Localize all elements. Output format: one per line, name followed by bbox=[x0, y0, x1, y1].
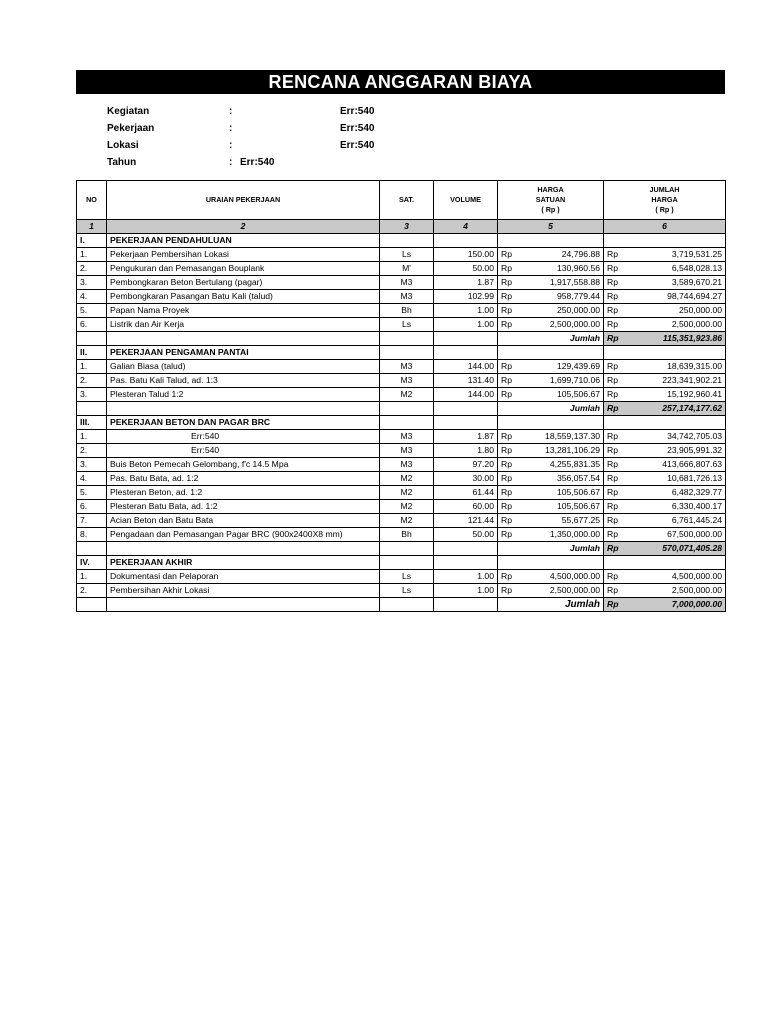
empty-cell bbox=[107, 332, 380, 346]
item-description: Galian Biasa (talud) bbox=[107, 360, 380, 374]
item-volume: 30.00 bbox=[434, 472, 498, 486]
empty-cell bbox=[77, 598, 107, 612]
section-title: PEKERJAAN BETON DAN PAGAR BRC bbox=[107, 416, 380, 430]
header-sat: SAT. bbox=[380, 181, 434, 220]
budget-table bbox=[76, 180, 726, 612]
table-body bbox=[77, 234, 726, 612]
table-row bbox=[77, 276, 726, 290]
empty-cell bbox=[498, 416, 604, 430]
item-unit: Ls bbox=[380, 570, 434, 584]
section-header-row bbox=[77, 234, 726, 248]
header-jumlah-line: HARGA bbox=[651, 195, 678, 204]
table-row bbox=[77, 262, 726, 276]
item-description: Pengadaan dan Pemasangan Pagar BRC (900x2400X8 mm) bbox=[107, 528, 380, 542]
table-row bbox=[77, 304, 726, 318]
item-unit: M3 bbox=[380, 360, 434, 374]
empty-cell bbox=[498, 346, 604, 360]
col-number: 6 bbox=[604, 220, 726, 234]
section-total-value: 257,174,177.62 bbox=[626, 402, 726, 416]
section-header-row bbox=[77, 346, 726, 360]
item-description: Err:540 bbox=[107, 444, 380, 458]
meta-value: Err:540 bbox=[340, 106, 375, 117]
empty-cell bbox=[604, 234, 726, 248]
currency-label: Rp bbox=[604, 458, 626, 472]
item-total-price: 3,589,670.21 bbox=[626, 276, 726, 290]
item-total-price: 6,548,028.13 bbox=[626, 262, 726, 276]
item-volume: 1.00 bbox=[434, 584, 498, 598]
section-title: PEKERJAAN PENDAHULUAN bbox=[107, 234, 380, 248]
item-description: Plesteran Talud 1:2 bbox=[107, 388, 380, 402]
item-number: 5. bbox=[77, 486, 107, 500]
currency-label: Rp bbox=[604, 528, 626, 542]
currency-label: Rp bbox=[604, 430, 626, 444]
currency-label: Rp bbox=[498, 318, 520, 332]
empty-cell bbox=[434, 332, 498, 346]
currency-label: Rp bbox=[498, 248, 520, 262]
section-total-value: 7,000,000.00 bbox=[626, 598, 726, 612]
currency-label: Rp bbox=[604, 514, 626, 528]
empty-cell bbox=[498, 556, 604, 570]
item-total-price: 2,500,000.00 bbox=[626, 584, 726, 598]
header-jumlah-harga bbox=[604, 181, 726, 220]
col-number: 5 bbox=[498, 220, 604, 234]
section-title: PEKERJAAN AKHIR bbox=[107, 556, 380, 570]
item-volume: 97.20 bbox=[434, 458, 498, 472]
item-description: Papan Nama Proyek bbox=[107, 304, 380, 318]
table-row bbox=[77, 388, 726, 402]
section-number: I. bbox=[77, 234, 107, 248]
header-no: NO bbox=[77, 181, 107, 220]
meta-label: Pekerjaan bbox=[107, 123, 155, 134]
meta-colon: : bbox=[229, 157, 233, 168]
item-description: Pengukuran dan Pemasangan Bouplank bbox=[107, 262, 380, 276]
item-description: Buis Beton Pemecah Gelombang, f'c 14.5 Mpa bbox=[107, 458, 380, 472]
item-description: Pembongkaran Beton Bertulang (pagar) bbox=[107, 276, 380, 290]
currency-label: Rp bbox=[604, 290, 626, 304]
item-volume: 131.40 bbox=[434, 374, 498, 388]
item-description: Pas. Batu Kali Talud, ad. 1:3 bbox=[107, 374, 380, 388]
header-jumlah-line: ( Rp ) bbox=[655, 205, 674, 214]
item-number: 2. bbox=[77, 262, 107, 276]
header-volume: VOLUME bbox=[434, 181, 498, 220]
empty-cell bbox=[380, 402, 434, 416]
currency-label: Rp bbox=[498, 472, 520, 486]
section-number: IV. bbox=[77, 556, 107, 570]
item-unit: M2 bbox=[380, 486, 434, 500]
empty-cell bbox=[498, 234, 604, 248]
item-description: Err:540 bbox=[107, 430, 380, 444]
currency-label: Rp bbox=[498, 360, 520, 374]
item-total-price: 3,719,531.25 bbox=[626, 248, 726, 262]
item-volume: 61.44 bbox=[434, 486, 498, 500]
empty-cell bbox=[380, 542, 434, 556]
item-unit-price: 13,281,106.29 bbox=[520, 444, 604, 458]
item-unit-price: 55,677.25 bbox=[520, 514, 604, 528]
header-harga-line: HARGA bbox=[537, 185, 564, 194]
item-number: 1. bbox=[77, 360, 107, 374]
currency-label: Rp bbox=[604, 598, 626, 612]
table-header bbox=[77, 181, 726, 234]
item-unit: M2 bbox=[380, 388, 434, 402]
item-number: 2. bbox=[77, 444, 107, 458]
item-volume: 1.00 bbox=[434, 570, 498, 584]
item-volume: 1.87 bbox=[434, 430, 498, 444]
item-volume: 121.44 bbox=[434, 514, 498, 528]
empty-cell bbox=[604, 346, 726, 360]
item-unit: M3 bbox=[380, 458, 434, 472]
empty-cell bbox=[434, 542, 498, 556]
item-number: 6. bbox=[77, 318, 107, 332]
currency-label: Rp bbox=[498, 528, 520, 542]
currency-label: Rp bbox=[498, 500, 520, 514]
empty-cell bbox=[380, 346, 434, 360]
item-total-price: 413,666,807.63 bbox=[626, 458, 726, 472]
currency-label: Rp bbox=[498, 290, 520, 304]
empty-cell bbox=[380, 598, 434, 612]
table-row bbox=[77, 360, 726, 374]
item-unit: M3 bbox=[380, 276, 434, 290]
section-total-row bbox=[77, 542, 726, 556]
empty-cell bbox=[434, 346, 498, 360]
currency-label: Rp bbox=[604, 388, 626, 402]
item-unit-price: 2,500,000.00 bbox=[520, 584, 604, 598]
meta-value: Err:540 bbox=[240, 157, 275, 168]
empty-cell bbox=[107, 598, 380, 612]
col-number: 3 bbox=[380, 220, 434, 234]
item-number: 4. bbox=[77, 290, 107, 304]
currency-label: Rp bbox=[604, 318, 626, 332]
item-volume: 144.00 bbox=[434, 360, 498, 374]
item-number: 1. bbox=[77, 248, 107, 262]
item-unit: Bh bbox=[380, 528, 434, 542]
item-unit: M2 bbox=[380, 472, 434, 486]
empty-cell bbox=[380, 332, 434, 346]
meta-label: Lokasi bbox=[107, 140, 139, 151]
meta-label: Kegiatan bbox=[107, 106, 150, 117]
item-unit-price: 105,506.67 bbox=[520, 388, 604, 402]
item-volume: 1.00 bbox=[434, 318, 498, 332]
item-total-price: 4,500,000.00 bbox=[626, 570, 726, 584]
currency-label: Rp bbox=[604, 542, 626, 556]
section-total-row bbox=[77, 332, 726, 346]
item-unit-price: 130,960.56 bbox=[520, 262, 604, 276]
item-number: 4. bbox=[77, 472, 107, 486]
item-unit: M2 bbox=[380, 514, 434, 528]
item-volume: 102.99 bbox=[434, 290, 498, 304]
table-row bbox=[77, 486, 726, 500]
header-harga-satuan bbox=[498, 181, 604, 220]
item-total-price: 6,761,445.24 bbox=[626, 514, 726, 528]
item-number: 6. bbox=[77, 500, 107, 514]
empty-cell bbox=[434, 402, 498, 416]
item-total-price: 6,330,400.17 bbox=[626, 500, 726, 514]
item-total-price: 18,639,315.00 bbox=[626, 360, 726, 374]
header-jumlah-line: JUMLAH bbox=[649, 185, 680, 194]
item-number: 3. bbox=[77, 388, 107, 402]
item-volume: 1.00 bbox=[434, 304, 498, 318]
table-row bbox=[77, 290, 726, 304]
item-description: Pas. Batu Bata, ad. 1:2 bbox=[107, 472, 380, 486]
item-unit: Bh bbox=[380, 304, 434, 318]
item-number: 1. bbox=[77, 430, 107, 444]
item-unit-price: 24,796.88 bbox=[520, 248, 604, 262]
empty-cell bbox=[107, 402, 380, 416]
currency-label: Rp bbox=[498, 388, 520, 402]
meta-colon: : bbox=[229, 123, 233, 134]
header-harga-line: ( Rp ) bbox=[541, 205, 560, 214]
item-unit: Ls bbox=[380, 248, 434, 262]
item-unit-price: 105,506.67 bbox=[520, 486, 604, 500]
currency-label: Rp bbox=[498, 514, 520, 528]
currency-label: Rp bbox=[604, 584, 626, 598]
jumlah-label: Jumlah bbox=[498, 332, 604, 346]
item-unit-price: 2,500,000.00 bbox=[520, 318, 604, 332]
item-volume: 1.80 bbox=[434, 444, 498, 458]
currency-label: Rp bbox=[604, 570, 626, 584]
col-number: 2 bbox=[107, 220, 380, 234]
currency-label: Rp bbox=[498, 584, 520, 598]
col-number: 1 bbox=[77, 220, 107, 234]
item-number: 2. bbox=[77, 374, 107, 388]
item-number: 2. bbox=[77, 584, 107, 598]
item-unit: M3 bbox=[380, 430, 434, 444]
item-total-price: 98,744,694.27 bbox=[626, 290, 726, 304]
item-description: Pekerjaan Pembersihan Lokasi bbox=[107, 248, 380, 262]
item-description: Pembersihan Akhir Lokasi bbox=[107, 584, 380, 598]
item-unit-price: 1,699,710.06 bbox=[520, 374, 604, 388]
item-unit-price: 1,917,558.88 bbox=[520, 276, 604, 290]
item-total-price: 223,341,902.21 bbox=[626, 374, 726, 388]
jumlah-label: Jumlah bbox=[498, 402, 604, 416]
section-title: PEKERJAAN PENGAMAN PANTAI bbox=[107, 346, 380, 360]
table-row bbox=[77, 570, 726, 584]
jumlah-label: Jumlah bbox=[498, 598, 604, 612]
item-total-price: 250,000.00 bbox=[626, 304, 726, 318]
item-description: Pembongkaran Pasangan Batu Kali (talud) bbox=[107, 290, 380, 304]
empty-cell bbox=[604, 416, 726, 430]
item-number: 3. bbox=[77, 458, 107, 472]
currency-label: Rp bbox=[604, 444, 626, 458]
section-header-row bbox=[77, 416, 726, 430]
empty-cell bbox=[604, 556, 726, 570]
currency-label: Rp bbox=[604, 360, 626, 374]
currency-label: Rp bbox=[498, 374, 520, 388]
empty-cell bbox=[380, 234, 434, 248]
item-unit: Ls bbox=[380, 584, 434, 598]
currency-label: Rp bbox=[498, 458, 520, 472]
empty-cell bbox=[77, 332, 107, 346]
item-unit-price: 356,057.54 bbox=[520, 472, 604, 486]
currency-label: Rp bbox=[604, 304, 626, 318]
empty-cell bbox=[77, 402, 107, 416]
currency-label: Rp bbox=[604, 248, 626, 262]
meta-colon: : bbox=[229, 106, 233, 117]
currency-label: Rp bbox=[604, 374, 626, 388]
table-row bbox=[77, 500, 726, 514]
empty-cell bbox=[107, 542, 380, 556]
empty-cell bbox=[380, 556, 434, 570]
item-unit: M3 bbox=[380, 374, 434, 388]
meta-label: Tahun bbox=[107, 157, 137, 168]
item-total-price: 34,742,705.03 bbox=[626, 430, 726, 444]
item-unit-price: 250,000.00 bbox=[520, 304, 604, 318]
column-number-row bbox=[77, 220, 726, 234]
table-row bbox=[77, 318, 726, 332]
item-number: 7. bbox=[77, 514, 107, 528]
meta-value: Err:540 bbox=[340, 140, 375, 151]
meta-value: Err:540 bbox=[340, 123, 375, 134]
empty-cell bbox=[434, 234, 498, 248]
empty-cell bbox=[380, 416, 434, 430]
item-unit-price: 18,559,137.30 bbox=[520, 430, 604, 444]
item-unit-price: 4,255,831.35 bbox=[520, 458, 604, 472]
item-description: Plesteran Batu Bata, ad. 1:2 bbox=[107, 500, 380, 514]
currency-label: Rp bbox=[498, 276, 520, 290]
item-unit: M' bbox=[380, 262, 434, 276]
section-total-value: 115,351,923.86 bbox=[626, 332, 726, 346]
item-number: 8. bbox=[77, 528, 107, 542]
document-title: RENCANA ANGGARAN BIAYA bbox=[76, 70, 725, 94]
item-unit: M3 bbox=[380, 444, 434, 458]
currency-label: Rp bbox=[604, 472, 626, 486]
table-row bbox=[77, 248, 726, 262]
empty-cell bbox=[434, 416, 498, 430]
item-volume: 60.00 bbox=[434, 500, 498, 514]
table-row bbox=[77, 584, 726, 598]
empty-cell bbox=[434, 556, 498, 570]
header-uraian: URAIAN PEKERJAAN bbox=[107, 181, 380, 220]
currency-label: Rp bbox=[604, 332, 626, 346]
item-total-price: 10,681,726.13 bbox=[626, 472, 726, 486]
item-unit-price: 1,350,000.00 bbox=[520, 528, 604, 542]
table-row bbox=[77, 374, 726, 388]
item-total-price: 15,192,960.41 bbox=[626, 388, 726, 402]
item-volume: 144.00 bbox=[434, 388, 498, 402]
item-volume: 50.00 bbox=[434, 528, 498, 542]
item-description: Plesteran Beton, ad. 1:2 bbox=[107, 486, 380, 500]
item-total-price: 67,500,000.00 bbox=[626, 528, 726, 542]
empty-cell bbox=[77, 542, 107, 556]
item-number: 3. bbox=[77, 276, 107, 290]
item-unit: Ls bbox=[380, 318, 434, 332]
section-header-row bbox=[77, 556, 726, 570]
section-number: III. bbox=[77, 416, 107, 430]
item-total-price: 2,500,000.00 bbox=[626, 318, 726, 332]
table-row bbox=[77, 444, 726, 458]
table-row bbox=[77, 528, 726, 542]
item-total-price: 6,482,329.77 bbox=[626, 486, 726, 500]
currency-label: Rp bbox=[604, 276, 626, 290]
item-unit-price: 958,779.44 bbox=[520, 290, 604, 304]
section-total-value: 570,071,405.28 bbox=[626, 542, 726, 556]
item-volume: 1.87 bbox=[434, 276, 498, 290]
section-total-row bbox=[77, 598, 726, 612]
item-volume: 150.00 bbox=[434, 248, 498, 262]
item-number: 5. bbox=[77, 304, 107, 318]
item-volume: 50.00 bbox=[434, 262, 498, 276]
table-row bbox=[77, 430, 726, 444]
item-number: 1. bbox=[77, 570, 107, 584]
section-number: II. bbox=[77, 346, 107, 360]
header-harga-line: SATUAN bbox=[535, 195, 566, 204]
section-total-row bbox=[77, 402, 726, 416]
currency-label: Rp bbox=[498, 304, 520, 318]
item-unit-price: 105,506.67 bbox=[520, 500, 604, 514]
empty-cell bbox=[434, 598, 498, 612]
item-unit-price: 4,500,000.00 bbox=[520, 570, 604, 584]
table-row bbox=[77, 472, 726, 486]
col-number: 4 bbox=[434, 220, 498, 234]
currency-label: Rp bbox=[498, 430, 520, 444]
currency-label: Rp bbox=[498, 444, 520, 458]
currency-label: Rp bbox=[498, 570, 520, 584]
item-description: Listrik dan Air Kerja bbox=[107, 318, 380, 332]
item-unit: M3 bbox=[380, 290, 434, 304]
item-description: Acian Beton dan Batu Bata bbox=[107, 514, 380, 528]
item-unit: M2 bbox=[380, 500, 434, 514]
item-total-price: 23,905,991.32 bbox=[626, 444, 726, 458]
table-row bbox=[77, 514, 726, 528]
currency-label: Rp bbox=[604, 402, 626, 416]
currency-label: Rp bbox=[604, 500, 626, 514]
currency-label: Rp bbox=[604, 486, 626, 500]
jumlah-label: Jumlah bbox=[498, 542, 604, 556]
currency-label: Rp bbox=[604, 262, 626, 276]
item-description: Dokumentasi dan Pelaporan bbox=[107, 570, 380, 584]
currency-label: Rp bbox=[498, 486, 520, 500]
table-row bbox=[77, 458, 726, 472]
item-unit-price: 129,439.69 bbox=[520, 360, 604, 374]
meta-colon: : bbox=[229, 140, 233, 151]
currency-label: Rp bbox=[498, 262, 520, 276]
